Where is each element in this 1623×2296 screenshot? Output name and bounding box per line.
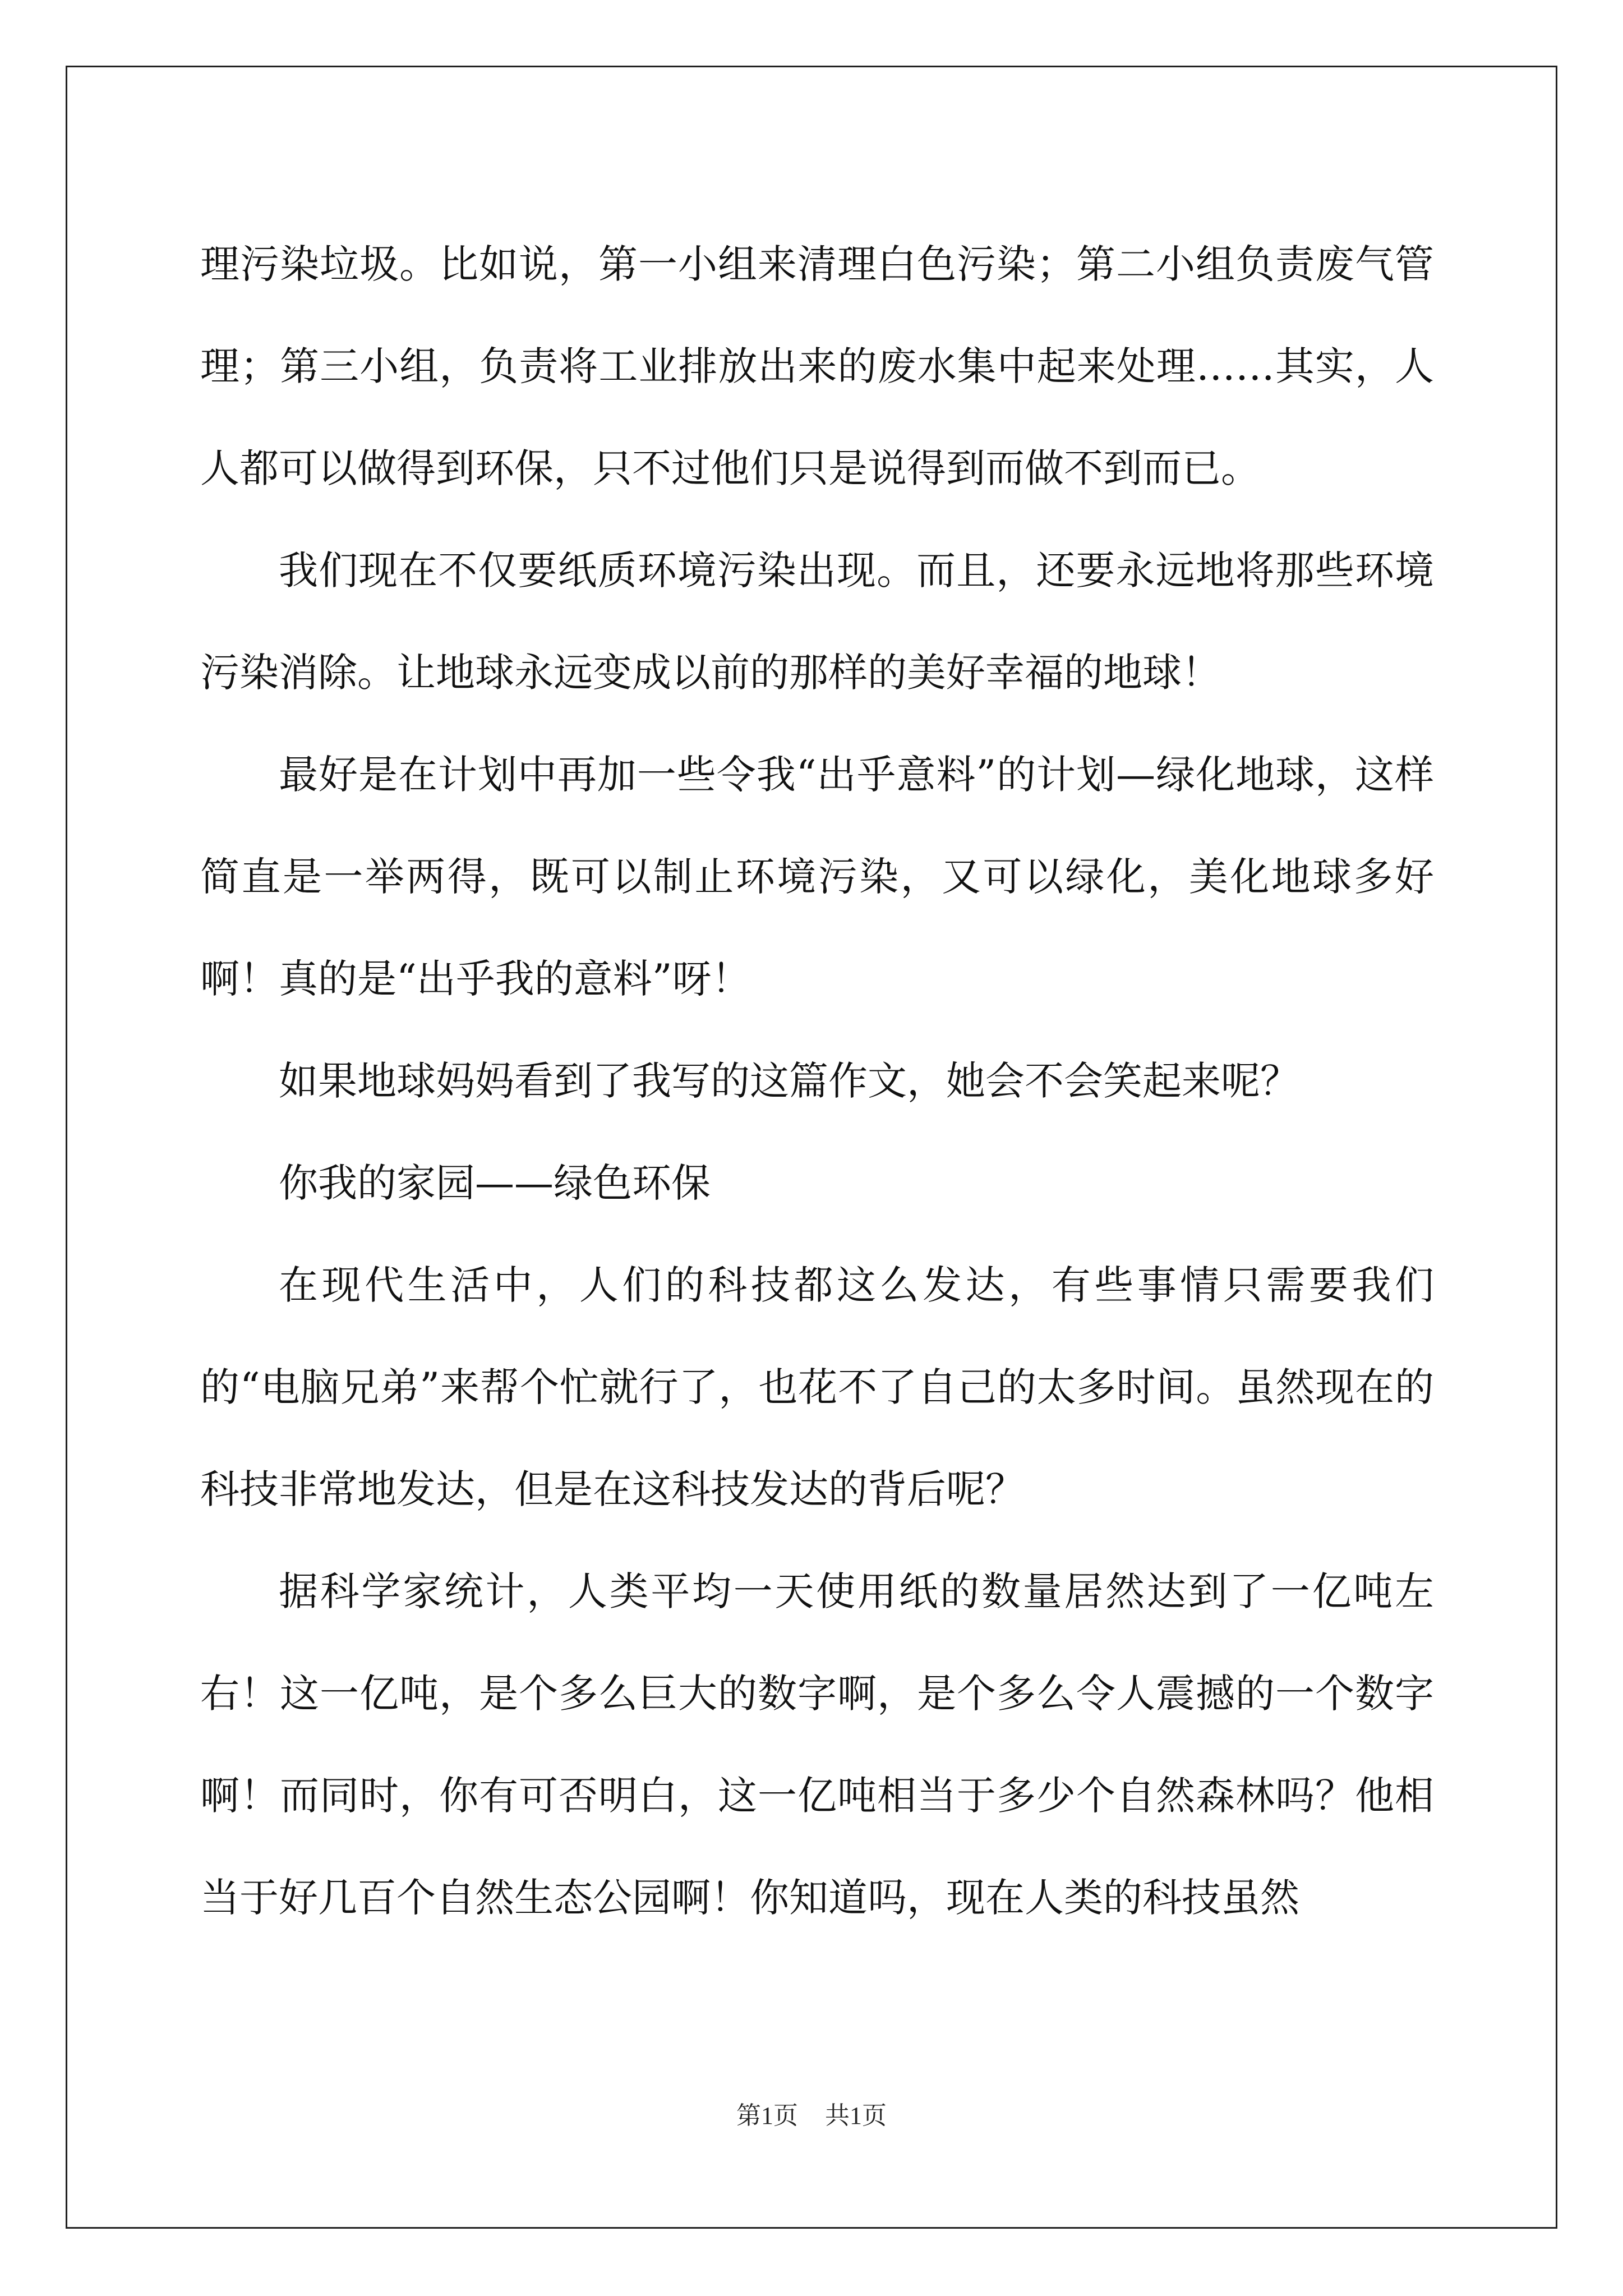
section-heading: 你我的家园——绿色环保 [279, 1160, 711, 1206]
paragraph: 在现代生活中，人们的科技都这么发达，有些事情只需要我们的“电脑兄弟”来帮个忙就行了，也花不了自己的太多时间。虽然现在的科技非常地发达，但是在这科技发达的背后呢？ [200, 1262, 1434, 1512]
document-body [200, 213, 1434, 1949]
paragraph: 我们现在不仅要纸质环境污染出现。而且，还要永远地将那些环境污染消除。让地球永远变成以前的那样的美好幸福的地球！ [200, 547, 1434, 696]
paragraph: 如果地球妈妈看到了我写的这篇作文，她会不会笑起来呢？ [279, 1058, 1299, 1104]
page-total: 共1页 [825, 2102, 887, 2129]
paragraph: 理污染垃圾。比如说，第一小组来清理白色污染；第二小组负责废气管理；第三小组，负责将工业排放出来的废水集中起来处理……其实，人人都可以做得到环保，只不过他们只是说得到而做不到而已。 [200, 241, 1434, 491]
paragraph: 据科学家统计，人类平均一天使用纸的数量居然达到了一亿吨左右！这一亿吨，是个多么巨大的数字啊，是个多么令人震撼的一个数字啊！而同时，你有可否明白，这一亿吨相当于多少个自然森林吗？他相当于好几百个自然生态公园啊！你知道吗，现在人类的科技虽然 [200, 1568, 1434, 1921]
page-number: 第1页 [736, 2102, 798, 2129]
page-footer [0, 2095, 1623, 2131]
paragraph: 最好是在计划中再加一些令我“出乎意料”的计划—绿化地球，这样简直是一举两得，既可以制止环境污染，又可以绿化，美化地球多好啊！真的是“出乎我的意料”呀！ [200, 752, 1434, 1002]
